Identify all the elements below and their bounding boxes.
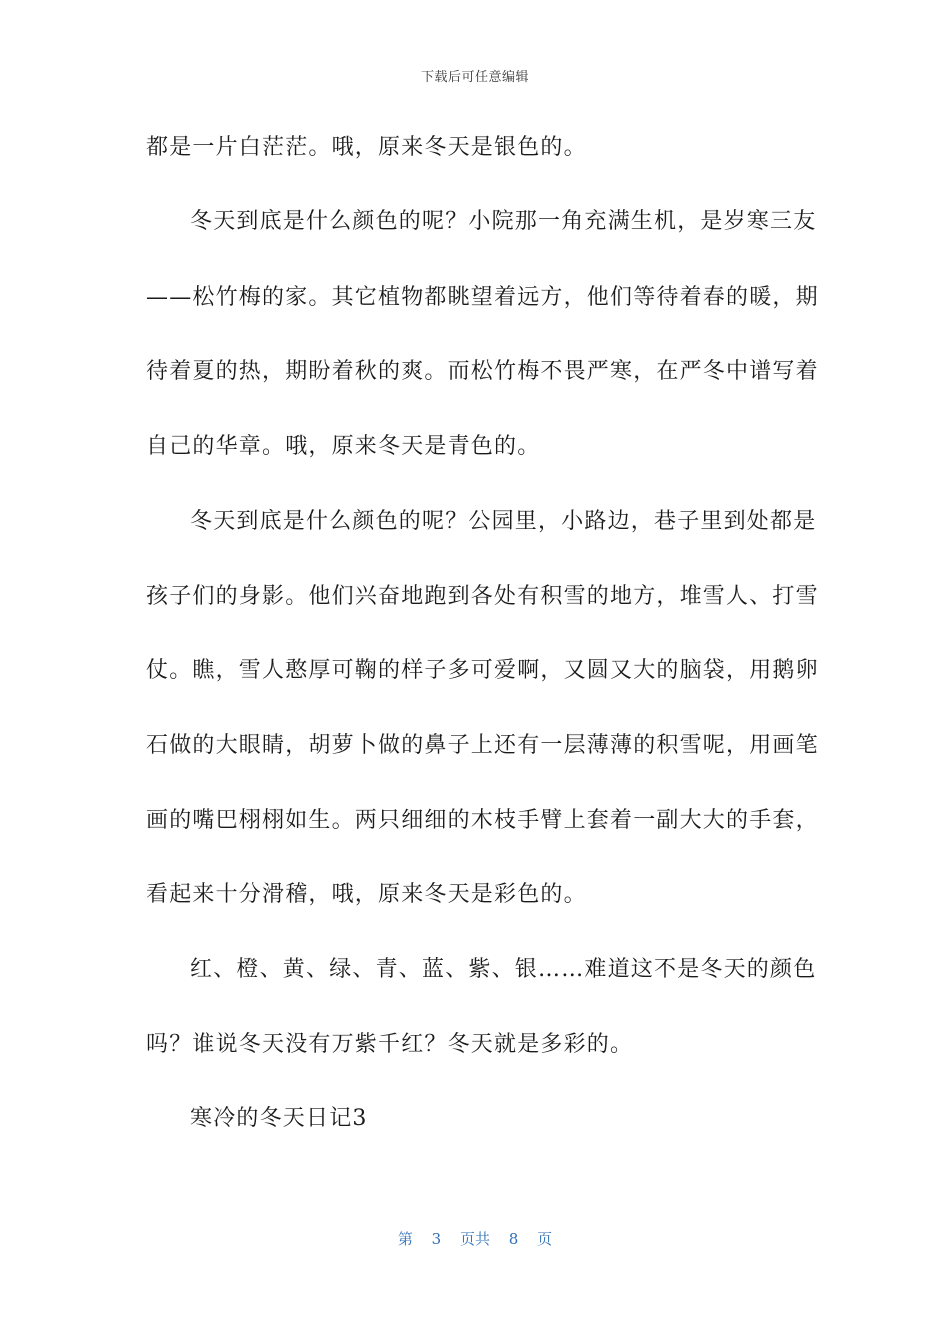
body-line-4: 待着夏的热，期盼着秋的爽。而松竹梅不畏严寒，在严冬中谱写着 [146, 359, 819, 384]
page-header: 下载后可任意编辑 [420, 70, 529, 85]
page-footer: 第 3 页共 8 页 [397, 1230, 553, 1248]
body-line-5: 自己的华章。哦，原来冬天是青色的。 [146, 434, 541, 459]
body-line-1: 都是一片白茫茫。哦，原来冬天是银色的。 [146, 135, 587, 160]
body-line-3: ——松竹梅的家。其它植物都眺望着远方，他们等待着春的暖，期 [146, 285, 819, 310]
body-line-7: 孩子们的身影。他们兴奋地跑到各处有积雪的地方，堆雪人、打雪 [146, 584, 819, 609]
body-line-13: 吗？谁说冬天没有万紫千红？冬天就是多彩的。 [146, 1032, 634, 1057]
body-line-6: 冬天到底是什么颜色的呢？公园里，小路边，巷子里到处都是 [190, 509, 817, 534]
body-line-9: 石做的大眼睛，胡萝卜做的鼻子上还有一层薄薄的积雪呢，用画笔 [146, 733, 819, 758]
body-line-11: 看起来十分滑稽，哦，原来冬天是彩色的。 [146, 882, 587, 907]
body-line-2: 冬天到底是什么颜色的呢？小院那一角充满生机，是岁寒三友 [190, 209, 817, 234]
body-line-8: 仗。瞧，雪人憨厚可鞠的样子多可爱啊，又圆又大的脑袋，用鹅卵 [146, 658, 819, 683]
body-line-10: 画的嘴巴栩栩如生。两只细细的木枝手臂上套着一副大大的手套， [146, 808, 819, 833]
body-line-12: 红、橙、黄、绿、青、蓝、紫、银……难道这不是冬天的颜色 [190, 957, 817, 982]
section-heading: 寒冷的冬天日记3 [190, 1106, 368, 1131]
